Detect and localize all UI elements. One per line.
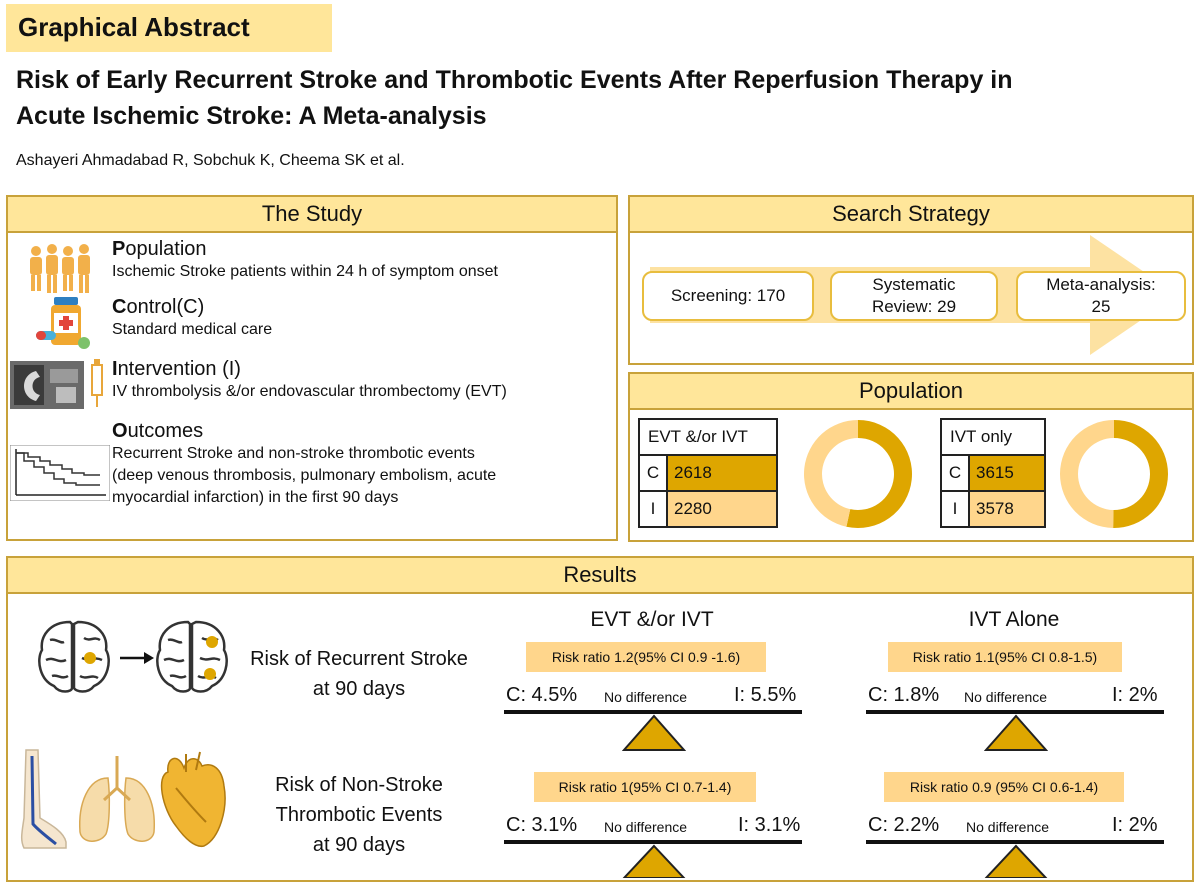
search-strategy-panel <box>628 195 1194 365</box>
title-line-2: Acute Ischemic Stroke: A Meta-analysis <box>16 102 487 130</box>
intervention-percent: I: 5.5% <box>734 684 797 706</box>
balance-fulcrum-icon <box>984 714 1048 752</box>
intervention-percent: I: 3.1% <box>738 814 801 836</box>
outcomes-desc-3: myocardial infarction) in the first 90 days <box>112 489 399 506</box>
authors: Ashayeri Ahmadabad R, Sobchuk K, Cheema SK et al. <box>16 152 405 169</box>
study-panel <box>6 195 618 541</box>
search-step-systematic-review: Systematic Review: 29 <box>830 271 998 321</box>
row-label-nonstroke-thrombotic: Risk of Non-Stroke Thrombotic Events at 90 days <box>275 774 443 856</box>
row-label-recurrent-stroke: Risk of Recurrent Stroke at 90 days <box>250 648 468 700</box>
intervention-percent: I: 2% <box>1112 814 1158 836</box>
donut-evt <box>802 418 914 530</box>
picot-control <box>8 295 616 351</box>
control-count: 3615 <box>969 455 1045 491</box>
picot-population <box>8 237 616 293</box>
control-percent: C: 2.2% <box>868 814 940 836</box>
risk-ratio-box: Risk ratio 0.9 (95% CI 0.6-1.4) <box>884 772 1124 802</box>
population-heading: Population <box>112 238 207 260</box>
angiogram-syringe-icon <box>10 357 108 411</box>
control-label: C <box>941 455 969 491</box>
population-table-ivt <box>940 418 1046 528</box>
intervention-label: I <box>941 491 969 527</box>
search-strategy-heading: Search Strategy <box>630 197 1192 233</box>
balance-fulcrum-icon <box>622 844 686 878</box>
control-percent: C: 4.5% <box>506 684 578 706</box>
survival-curve-icon <box>10 445 110 501</box>
control-percent: C: 1.8% <box>868 684 940 706</box>
control-heading: Control(C) <box>112 296 205 318</box>
outcomes-desc-2: (deep venous thrombosis, pulmonary embolism, acute <box>112 467 497 484</box>
search-step-screening: Screening: 170 <box>642 271 814 321</box>
graphical-abstract-tag: Graphical Abstract <box>6 4 332 52</box>
intervention-count: 2280 <box>667 491 777 527</box>
no-difference-note: No difference <box>604 689 688 705</box>
balance-fulcrum-icon <box>622 714 686 752</box>
population-table-evt <box>638 418 778 528</box>
donut-slice-intervention <box>804 420 858 527</box>
no-difference-note: No difference <box>966 819 1050 835</box>
donut-ivt <box>1058 418 1170 530</box>
study-heading: The Study <box>8 197 616 233</box>
population-group-name: IVT only <box>941 419 1045 455</box>
picot-intervention <box>8 357 616 413</box>
results-heading: Results <box>8 558 1192 594</box>
search-step-meta-analysis: Meta-analysis: 25 <box>1016 271 1186 321</box>
population-heading-bar: Population <box>630 374 1192 410</box>
population-group-name: EVT &/or IVT <box>639 419 777 455</box>
donut-slice-intervention <box>1060 420 1114 528</box>
intervention-label: I <box>639 491 667 527</box>
column-title-ivt-alone: IVT Alone <box>968 608 1060 631</box>
intervention-count: 3578 <box>969 491 1045 527</box>
outcomes-heading: Outcomes <box>112 420 204 442</box>
leg-lungs-heart-icon <box>16 748 238 852</box>
results-panel <box>6 556 1194 882</box>
control-percent: C: 3.1% <box>506 814 578 836</box>
title-line-1: Risk of Early Recurrent Stroke and Thrombotic Events After Reperfusion Therapy in <box>16 66 1013 94</box>
population-desc: Ischemic Stroke patients within 24 h of symptom onset <box>112 263 498 280</box>
no-difference-note: No difference <box>604 819 688 835</box>
column-title-evt-ivt: EVT &/or IVT <box>590 608 714 631</box>
population-panel <box>628 372 1194 542</box>
intervention-desc: IV thrombolysis &/or endovascular thrombectomy (EVT) <box>112 383 507 400</box>
control-count: 2618 <box>667 455 777 491</box>
control-label: C <box>639 455 667 491</box>
people-icon <box>26 241 100 295</box>
control-desc: Standard medical care <box>112 321 273 338</box>
risk-ratio-box: Risk ratio 1(95% CI 0.7-1.4) <box>534 772 756 802</box>
balance-fulcrum-icon <box>984 844 1048 878</box>
brain-stroke-icon <box>32 616 228 696</box>
intervention-percent: I: 2% <box>1112 684 1158 706</box>
intervention-heading: Intervention (I) <box>112 358 241 380</box>
donut-slice-control <box>1113 420 1168 528</box>
risk-ratio-box: Risk ratio 1.2(95% CI 0.9 -1.6) <box>526 642 766 672</box>
paper-title <box>16 62 1186 134</box>
picot-outcomes <box>8 419 616 529</box>
risk-ratio-box: Risk ratio 1.1(95% CI 0.8-1.5) <box>888 642 1122 672</box>
medicine-icon <box>30 295 96 351</box>
no-difference-note: No difference <box>964 689 1048 705</box>
outcomes-desc-1: Recurrent Stroke and non-stroke thrombotic events <box>112 445 475 462</box>
